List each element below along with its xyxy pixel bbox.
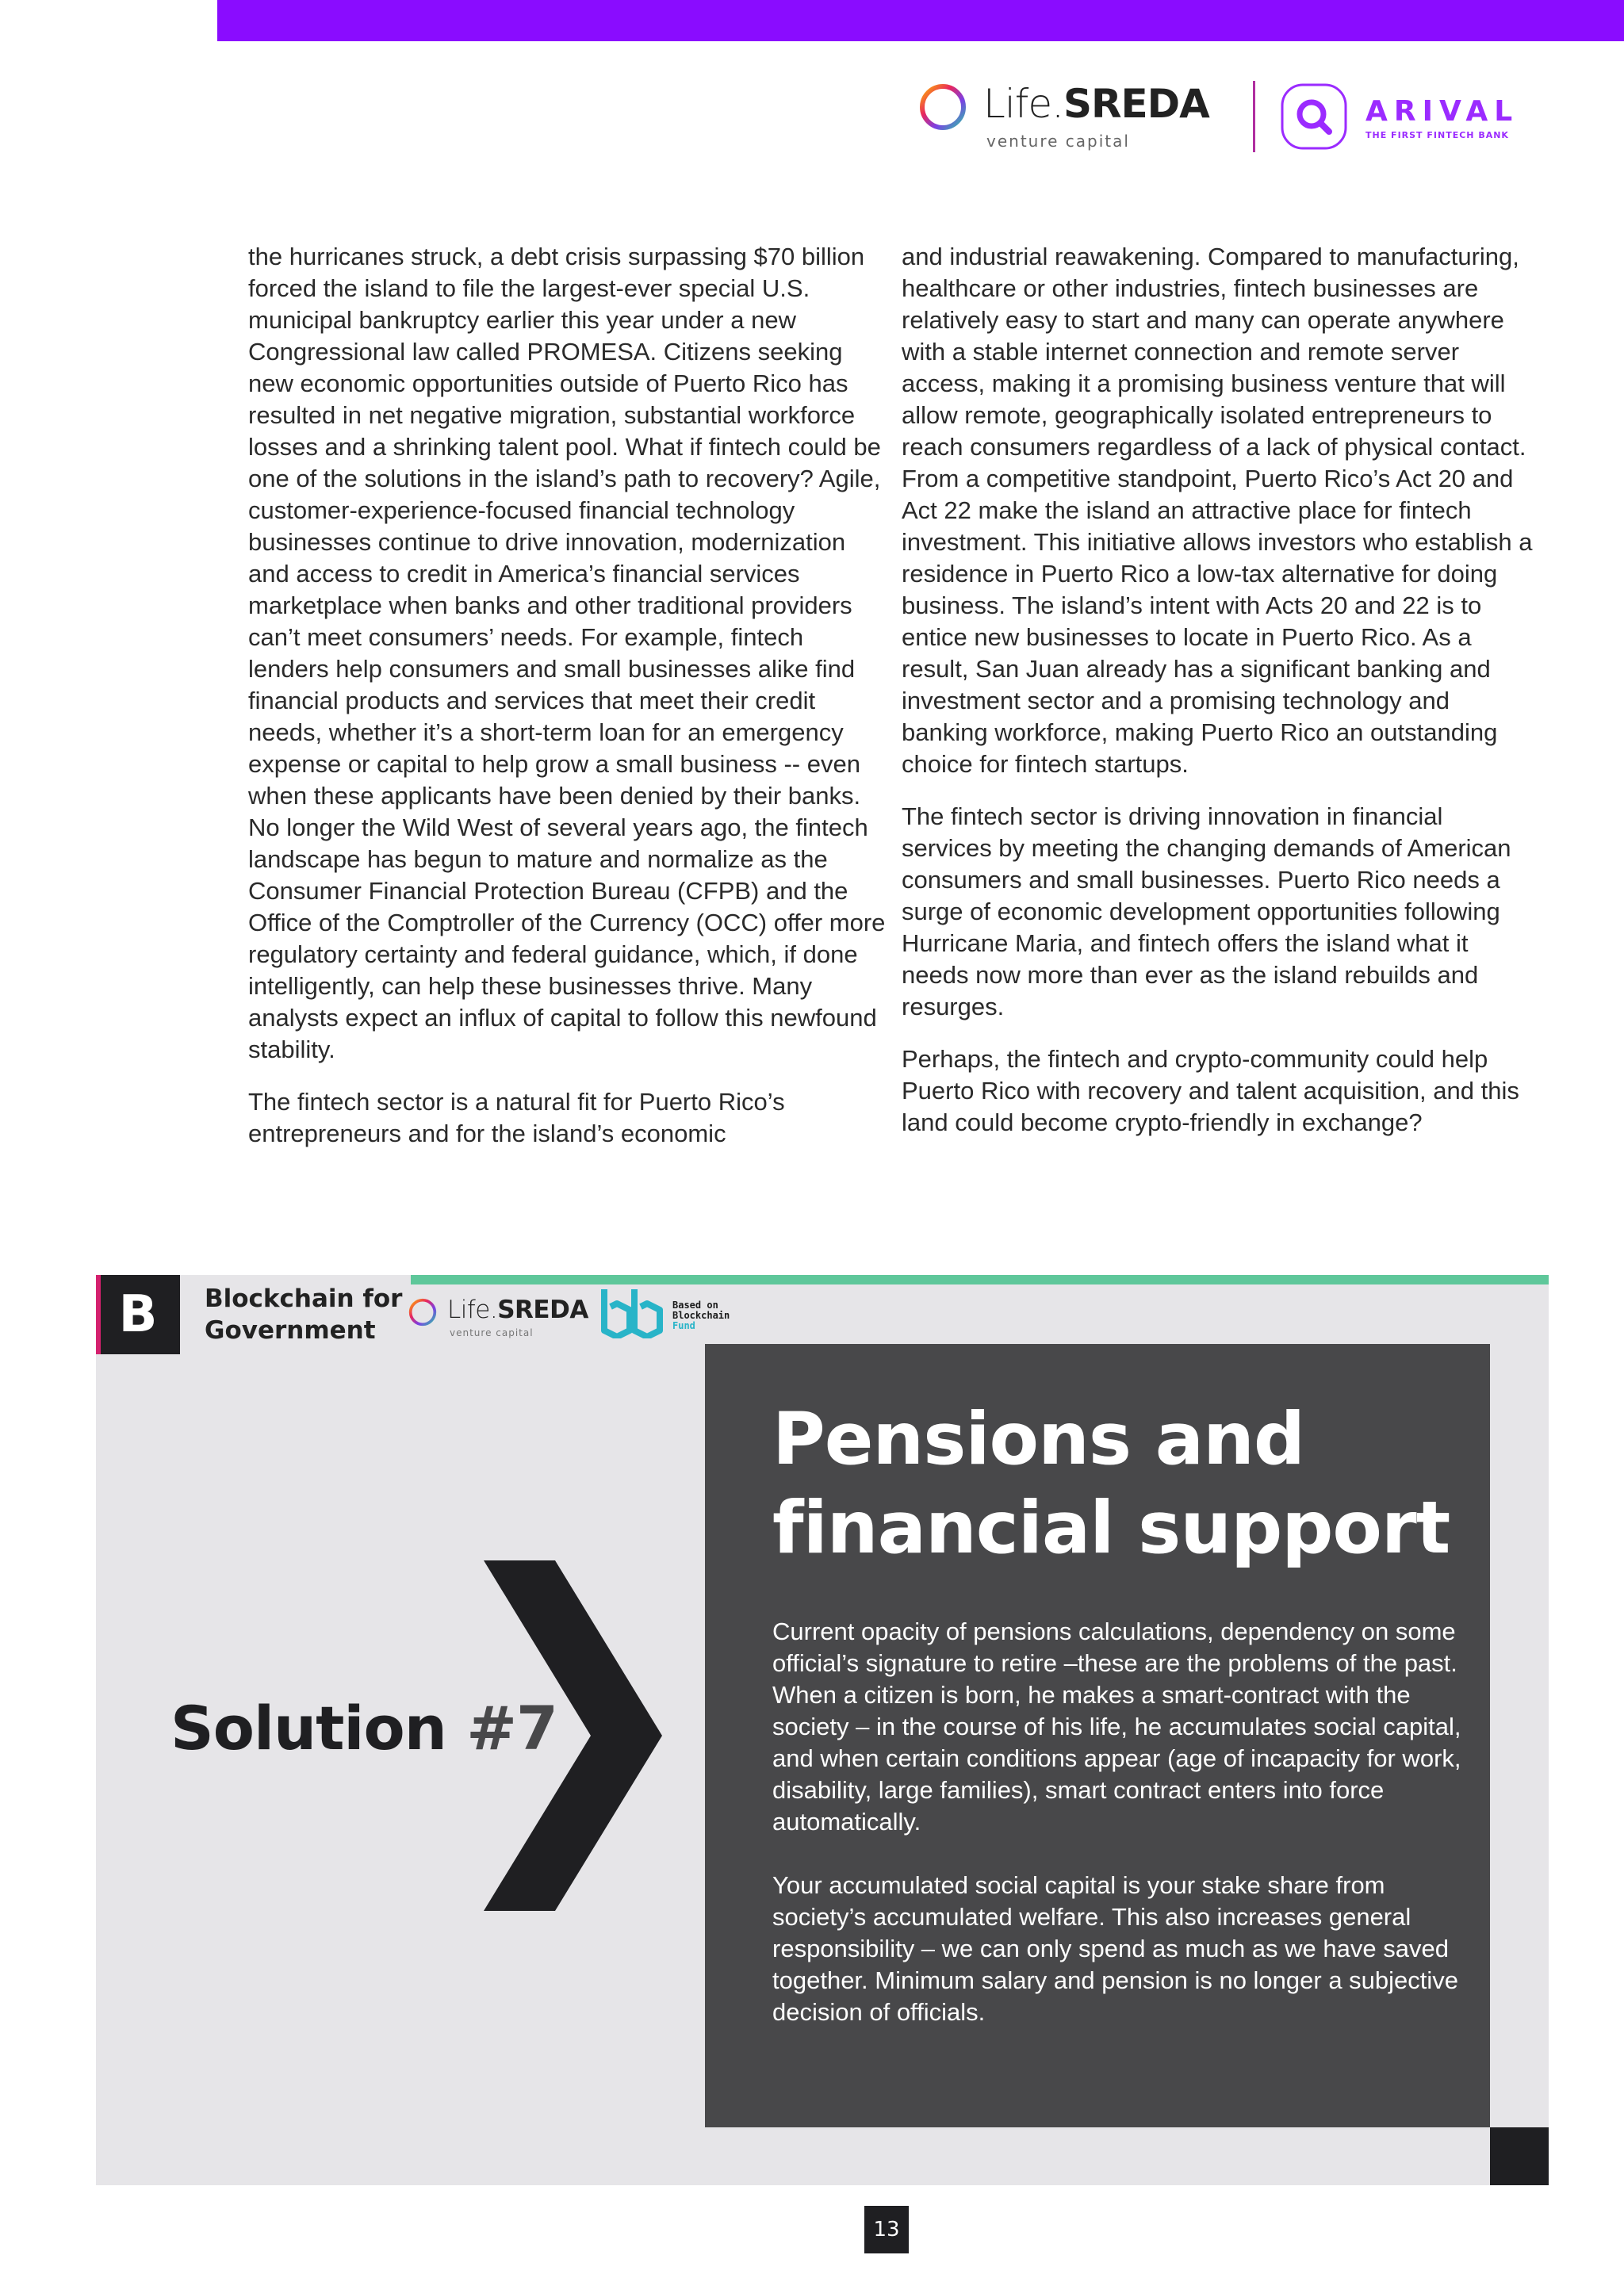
lifesreda-logo-small	[408, 1296, 588, 1343]
arival-wordmark: ARIVAL	[1365, 95, 1519, 128]
page-number: 13	[864, 2206, 909, 2253]
logo-divider	[1253, 81, 1255, 152]
article-paragraph: the hurricanes struck, a debt crisis surpassing $70 billion forced the island to file the largest-ever special U.S. municipal bankruptcy earlier this year under a new Congressional law called PROMESA. Citizens seeking new economic opportunities outside of Puerto Rico has resulted in net negative migration, substantial workforce losses and a shrinking talent pool. What if fintech could be one of the solutions in the island’s path to recovery? Agile, customer-experience-focused financial technology businesses continue to drive innovation, modernization and access to credit in America’s financial services marketplace when banks and other traditional providers can’t meet consumers’ needs. For example, fintech lenders help consumers and small businesses alike find financial products and services that meet their credit needs, whether it’s a short-term loan for an emergency expense or capital to help grow a small business -- even when these applicants have been denied by their banks. No longer the Wild West of several years ago, the fintech landscape has begun to mature and normalize as the Consumer Financial Protection Bureau (CFPB) and the Office of the Comptroller of the Currency (OCC) offer more regulatory certainty and federal guidance, which, if done intelligently, can help these businesses thrive. Many analysts expect an influx of capital to follow this newfound stability.	[248, 243, 886, 1063]
lifesreda-ring-icon	[918, 82, 967, 132]
card-title: Pensions and financial support	[772, 1398, 1450, 1570]
section-badge: B	[96, 1275, 180, 1354]
corner-square	[1490, 2127, 1549, 2185]
article-paragraph: Perhaps, the fintech and crypto-community could help Puerto Rico with recovery and talent acquisition, and this land could become crypto-friendly in exchange?	[902, 1045, 1519, 1136]
badge-accent	[96, 1275, 101, 1354]
bbf-logo	[599, 1286, 758, 1342]
lifesreda-subtitle: venture capital	[450, 1327, 534, 1338]
top-accent-bar	[217, 0, 1624, 41]
bbf-wordmark: Based on Blockchain Fund	[672, 1300, 730, 1331]
bbf-hexagon-icon	[599, 1286, 665, 1338]
article-paragraph: The fintech sector is driving innovation in financial services by meeting the changing demands of American consumers and small businesses. Puerto Rico needs a surge of economic development opportunities following Hurricane Maria, and fintech offers the island what it needs now more than ever as the island rebuilds and resurges.	[902, 802, 1511, 1020]
card-paragraph: Your accumulated social capital is your stake share from society’s accumulated welfare. This also increases general responsibility – we can only spend as much as we have saved together. Minimum salary and pension is no longer a subjective decision of officials.	[772, 1871, 1459, 2026]
solution-heading: Solution #7	[170, 1693, 557, 1763]
lifesreda-wordmark: Life.SREDA	[447, 1296, 588, 1324]
lifesreda-subtitle: venture capital	[986, 132, 1130, 151]
arival-tagline: THE FIRST FINTECH BANK	[1365, 130, 1509, 140]
arival-logo	[1280, 79, 1518, 155]
article-left-column	[248, 241, 891, 1170]
card-body	[772, 1616, 1470, 2060]
article-right-column	[902, 241, 1536, 1159]
lifesreda-wordmark: Life.SREDA	[983, 81, 1209, 127]
teal-divider	[411, 1275, 1549, 1284]
card-paragraph: Current opacity of pensions calculations, dependency on some official’s signature to retire –these are the problems of the past. When a citizen is born, he makes a smart-contract with the society – in the course of his life, he accumulates social capital, and when certain conditions appear (age of incapacity for work, disability, large families), smart contract enters into force automatically.	[772, 1618, 1461, 1836]
article-paragraph: The fintech sector is a natural fit for Puerto Rico’s entrepreneurs and for the island’s economic	[248, 1088, 785, 1147]
chevron-right-icon	[484, 1560, 662, 1911]
section-title: Blockchain for Government	[205, 1284, 403, 1345]
lifesreda-logo	[918, 79, 1209, 159]
arival-search-icon	[1280, 82, 1348, 151]
article-paragraph: and industrial reawakening. Compared to manufacturing, healthcare or other industries, fintech businesses are relatively easy to start and many can operate anywhere with a stable internet connection and remote server access, making it a promising business venture that will allow remote, geographically isolated entrepreneurs to reach consumers regardless of a lack of physical contact. From a competitive standpoint, Puerto Rico’s Act 20 and Act 22 make the island an attractive place for fintech investment. This initiative allows investors who establish a residence in Puerto Rico a low-tax alternative for doing business. The island’s intent with Acts 20 and 22 is to entice new businesses to locate in Puerto Rico. As a result, San Juan already has a significant banking and investment sector and a promising technology and banking workforce, making Puerto Rico an outstanding choice for fintech startups.	[902, 243, 1533, 778]
lifesreda-ring-icon	[408, 1297, 438, 1327]
